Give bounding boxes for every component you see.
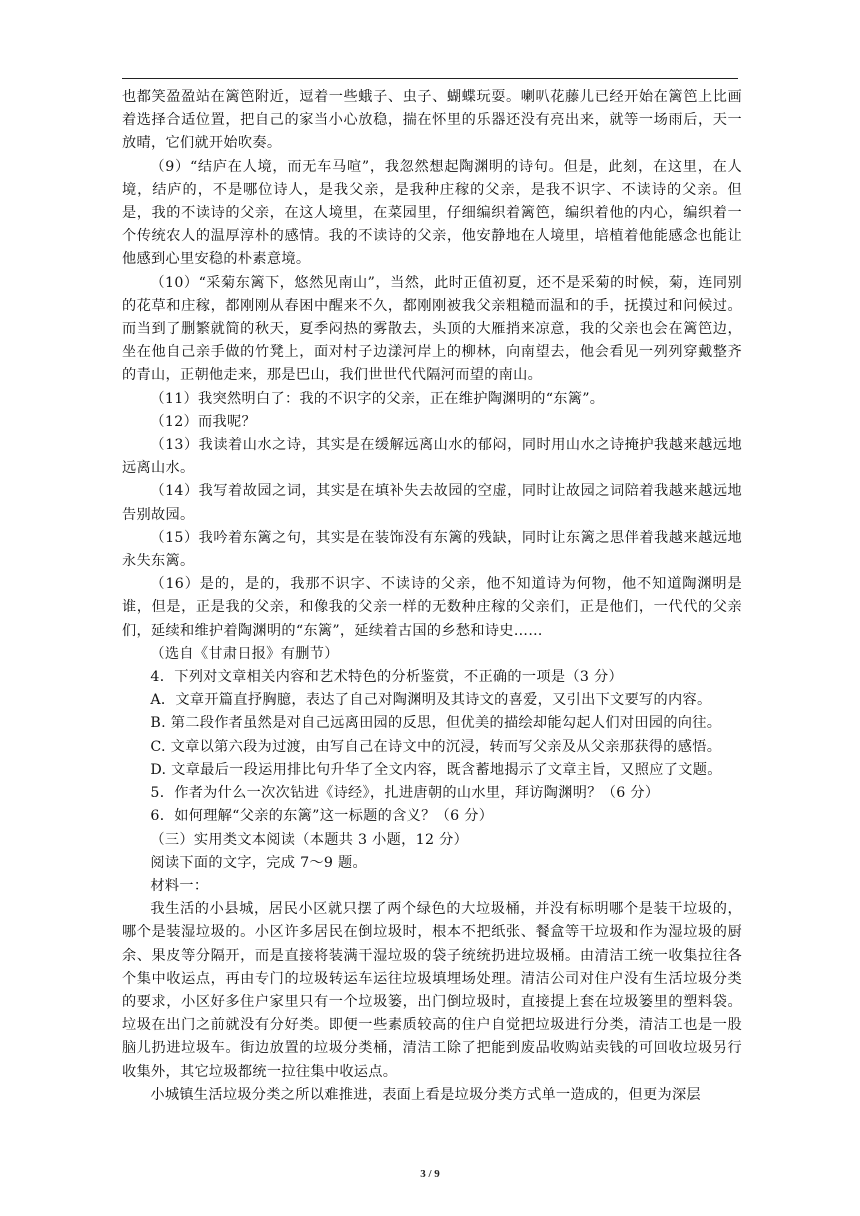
question-4-option-a: A．文章开篇直抒胸臆，表达了自己对陶渊明及其诗文的喜爱，又引出下文要写的内容。 (150, 692, 712, 709)
paragraph-15: （15）我吟着东篱之句，其实是在装饰没有东篱的残缺，同时让东篱之思伴着我越来越远地永失东篱。 (122, 529, 742, 570)
reading-instruction: 阅读下面的文字，完成 7～9 题。 (150, 854, 368, 871)
paragraph-continuation: 也都笑盈盈站在篱笆附近，逗着一些蛾子、虫子、蝴蝶玩耍。喇叭花藤儿已经开始在篱笆上比画着选择合适位置，把自己的家当小心放稳，揣在怀里的乐器还没有亮出来，就等一场雨后，天一放晴，它们就开始吹奏。 (122, 89, 742, 152)
paragraph-16: （16）是的，是的，我那不识字、不读诗的父亲，他不知道诗为何物，他不知道陶渊明是谁，但是，正是我的父亲，和像我的父亲一样的无数种庄稼的父亲们，正是他们，一代代的父亲们，延续和维护着陶渊明的“东篱”，延续着古国的乡愁和诗史…… (122, 576, 742, 639)
material-one-paragraph-1: 我生活的小县城，居民小区就只摆了两个绿色的大垃圾桶，并没有标明哪个是装干垃圾的，哪个是装湿垃圾的。小区许多居民在倒垃圾时，根本不把纸张、餐盒等干垃圾和作为湿垃圾的厨余、果皮等分隔开，而是直接将装满干湿垃圾的袋子统统扔进垃圾桶。由清洁工统一收集拉往各个集中收运点，再由专门的垃圾转运车运往垃圾填埋场处理。清洁公司对住户没有生活垃圾分类的要求，小区好多住户家里只有一个垃圾篓，出门倒垃圾时，直接提上套在垃圾篓里的塑料袋。垃圾在出门之前就没有分好类。即便一些素质较高的住户自觉把垃圾进行分类，清洁工也是一股脑儿扔进垃圾车。街边放置的垃圾分类桶，清洁工除了把能到废品收购站卖钱的可回收垃圾另行收集外，其它垃圾都统一拉往集中收运点。 (122, 901, 742, 1080)
paragraph-9: （9）“结庐在人境，而无车马喧”，我忽然想起陶渊明的诗句。但是，此刻，在这里，在人境，结庐的，不是哪位诗人，是我父亲，是我种庄稼的父亲，是我不识字、不读诗的父亲。但是，我的不读诗的父亲，在这人境里，在菜园里，仔细编织着篱笆，编织着他的内心，编织着一个传统农人的温厚淳朴的感情。我的不读诗的父亲，他安静地在人境里，培植着他能感念也能让他感到心里安稳的朴素意境。 (122, 158, 742, 268)
paragraph-14: （14）我写着故园之词，其实是在填补失去故园的空虚，同时让故园之词陪着我越来越远地告别故园。 (122, 483, 742, 523)
material-one-paragraph-2: 小城镇生活垃圾分类之所以难推进，表面上看是垃圾分类方式单一造成的，但更为深层 (150, 1086, 701, 1103)
page-number: 3 / 9 (420, 1168, 440, 1180)
question-5: 5．作者为什么一次次钻进《诗经》，扎进唐朝的山水里，拜访陶渊明？（6 分） (150, 785, 660, 802)
question-6: 6．如何理解“父亲的东篱”这一标题的含义？（6 分） (150, 808, 494, 825)
question-4: 4．下列对文章相关内容和艺术特色的分析鉴赏，不正确的一项是（3 分） (150, 669, 623, 686)
header-rule (122, 78, 738, 79)
document-body (122, 86, 742, 1107)
paragraph-10: （10）“采菊东篱下，悠然见南山”，当然，此时正值初夏，还不是采菊的时候，菊，连同别的花草和庄稼，都刚刚从春困中醒来不久，都刚刚被我父亲粗糙而温和的手，抚摸过和问候过。而当到了删繁就简的秋天，夏季闷热的雾散去，头顶的大雁捎来凉意，我的父亲也会在篱笆边，坐在他自己亲手做的竹凳上，面对村子边漾河岸上的柳林，向南望去，他会看见一列列穿戴整齐的青山，正朝他走来，那是巴山，我们世世代代隔河而望的南山。 (122, 274, 742, 384)
paragraph-11: （11）我突然明白了：我的不识字的父亲，正在维护陶渊明的“东篱”。 (150, 390, 605, 407)
section-heading-practical-reading: （三）实用类文本阅读（本题共 3 小题，12 分） (150, 831, 469, 848)
material-one-label: 材料一： (150, 877, 209, 894)
question-4-option-b: B. 第二段作者虽然是对自己远离田园的反思，但优美的描绘却能勾起人们对田园的向往。 (150, 715, 722, 732)
source-note: （选自《甘肃日报》有删节） (150, 645, 339, 662)
question-4-option-c: C. 文章以第六段为过渡，由写自己在诗文中的沉浸，转而写父亲及从父亲那获得的感悟。 (150, 738, 722, 755)
question-4-option-d: D. 文章最后一段运用排比句升华了全文内容，既含蓄地揭示了文章主旨，又照应了文题。 (150, 761, 722, 778)
paragraph-12: （12）而我呢？ (150, 413, 256, 430)
paragraph-13: （13）我读着山水之诗，其实是在缓解远离山水的郁闷，同时用山水之诗掩护我越来越远地远离山水。 (122, 437, 742, 477)
